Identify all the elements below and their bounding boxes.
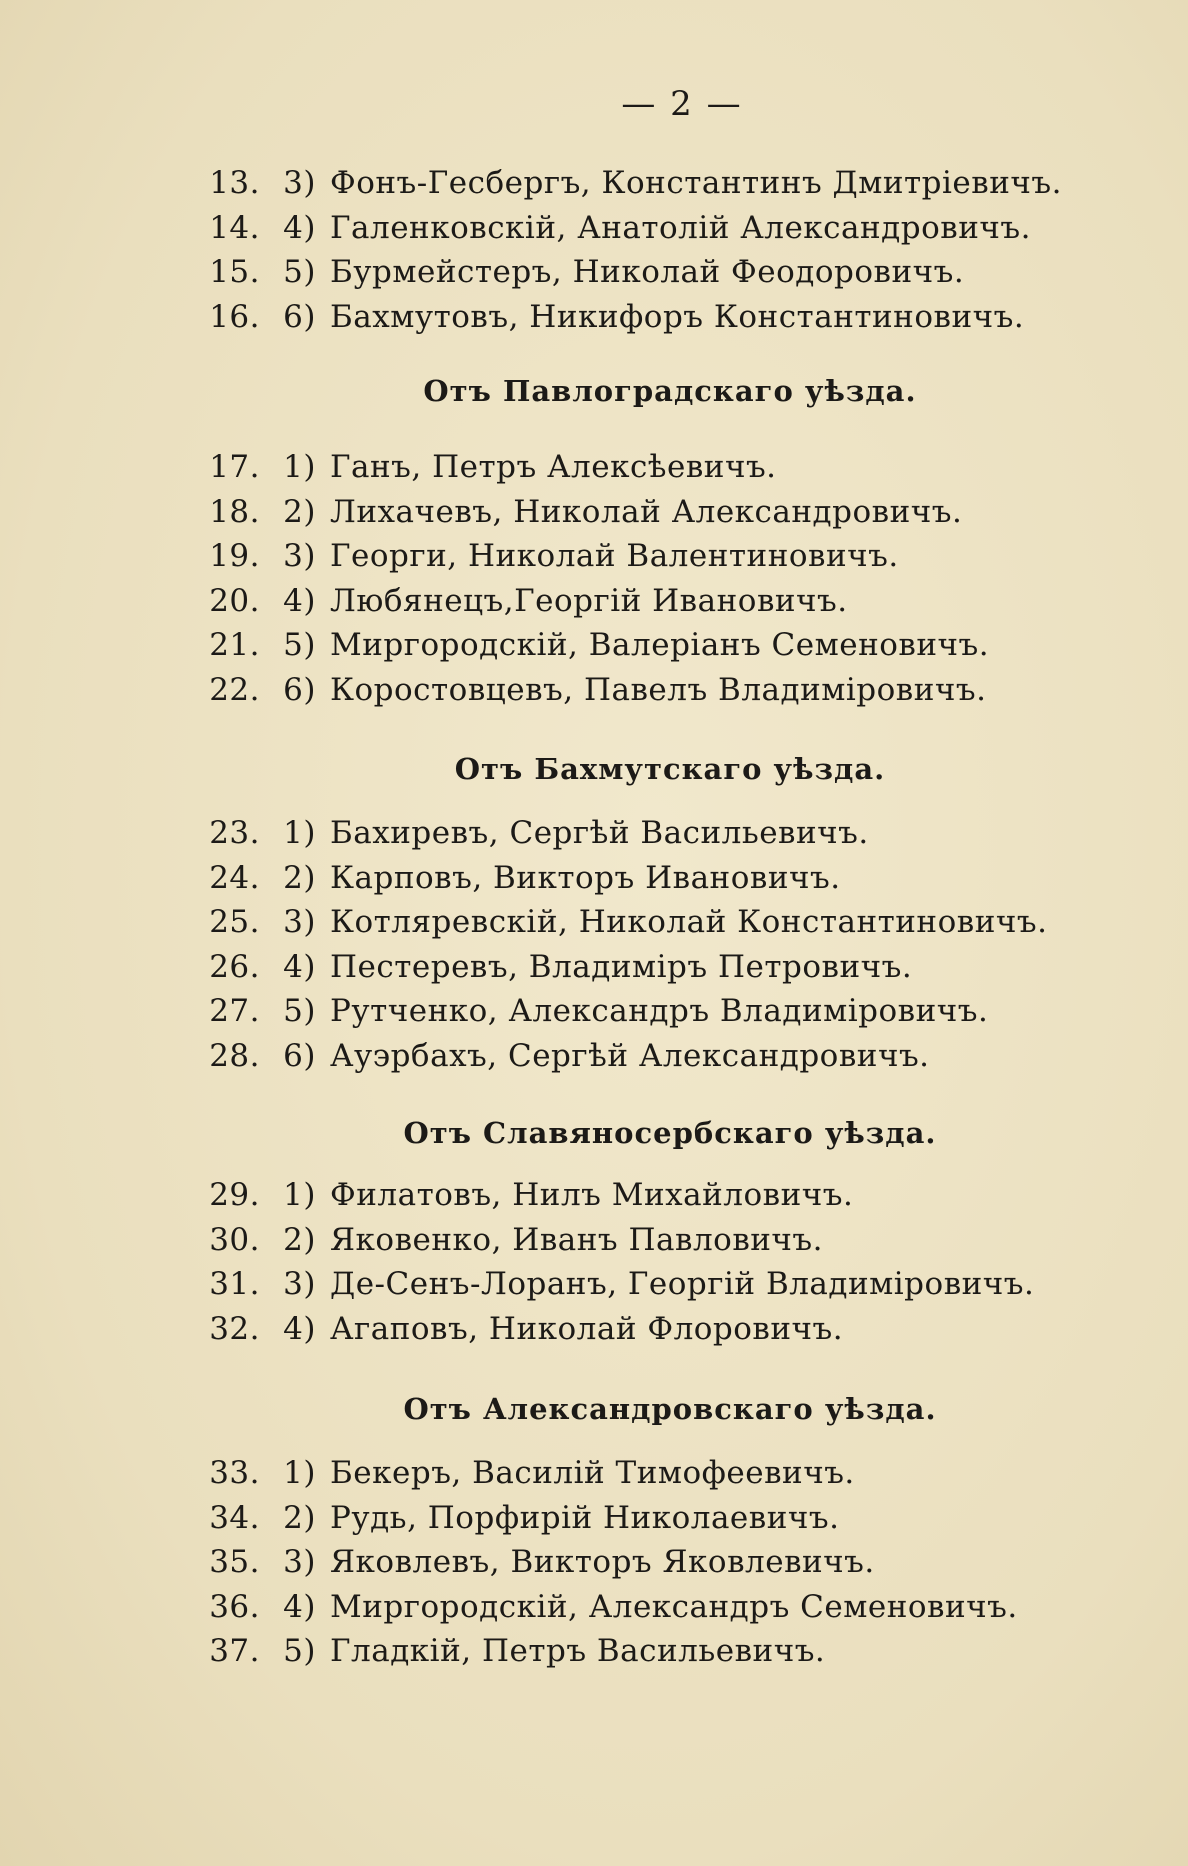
list-item xyxy=(192,988,988,1034)
entry-number: 30. xyxy=(209,1221,260,1258)
entry-name: Галенковскій, Анатолій Александровичъ. xyxy=(330,209,1031,246)
list-item xyxy=(192,622,989,668)
entry-subnumber: 3) xyxy=(283,165,316,201)
entry-number: 22. xyxy=(209,671,260,708)
entry-name: Любянецъ,Георгій Ивановичъ. xyxy=(330,582,848,619)
entry-subnumber: 3) xyxy=(283,1544,316,1580)
entry-subnumber: 2) xyxy=(283,1221,316,1258)
entry-number: 35. xyxy=(209,1544,260,1580)
entry-name: Карповъ, Викторъ Ивановичъ. xyxy=(330,859,841,896)
entry-number: 26. xyxy=(209,948,260,985)
entry-name: Ганъ, Петръ Алексѣевичъ. xyxy=(330,449,777,485)
entry-number: 15. xyxy=(209,254,260,290)
entry-name: Коростовцевъ, Павелъ Владиміровичъ. xyxy=(330,671,987,708)
entry-name: Агаповъ, Николай Флоровичъ. xyxy=(330,1310,844,1347)
list-item xyxy=(192,205,1031,251)
section-heading: Отъ Славяносербскаго уѣзда. xyxy=(403,1116,937,1150)
list-item xyxy=(192,810,869,856)
entry-number: 24. xyxy=(209,859,260,896)
entry-name: Фонъ-Гесбергъ, Константинъ Дмитріевичъ. xyxy=(330,165,1062,201)
entry-subnumber: 6) xyxy=(283,298,316,335)
entry-subnumber: 6) xyxy=(283,671,316,708)
entry-subnumber: 3) xyxy=(283,904,316,940)
list-item xyxy=(192,1450,855,1496)
list-item xyxy=(192,489,962,535)
entry-number: 13. xyxy=(209,165,260,201)
entry-number: 31. xyxy=(209,1266,260,1302)
list-item xyxy=(192,249,964,295)
entry-subnumber: 4) xyxy=(283,1588,316,1625)
entry-number: 36. xyxy=(209,1588,260,1625)
entry-name: Яковенко, Иванъ Павловичъ. xyxy=(330,1221,824,1258)
entry-number: 28. xyxy=(209,1037,260,1074)
entry-subnumber: 4) xyxy=(283,948,316,985)
list-item xyxy=(192,1261,1034,1307)
list-item xyxy=(192,899,1047,945)
entry-name: Рутченко, Александръ Владиміровичъ. xyxy=(330,993,989,1029)
entry-name: Яковлевъ, Викторъ Яковлевичъ. xyxy=(330,1544,875,1580)
entry-number: 27. xyxy=(209,993,260,1029)
entry-subnumber: 5) xyxy=(283,627,316,663)
entry-subnumber: 4) xyxy=(283,1310,316,1347)
list-item xyxy=(192,160,1062,206)
entry-subnumber: 6) xyxy=(283,1037,316,1074)
entry-number: 23. xyxy=(209,815,260,851)
entry-subnumber: 4) xyxy=(283,582,316,619)
entry-name: Бекеръ, Василій Тимофеевичъ. xyxy=(330,1455,855,1491)
entry-number: 14. xyxy=(209,209,260,246)
entry-subnumber: 3) xyxy=(283,538,316,574)
list-item xyxy=(192,1628,825,1674)
entry-name: Гладкій, Петръ Васильевичъ. xyxy=(330,1633,826,1669)
entry-subnumber: 2) xyxy=(283,859,316,896)
list-item xyxy=(192,1306,843,1352)
list-item xyxy=(192,444,777,490)
entry-name: Де-Сенъ-Лоранъ, Георгій Владиміровичъ. xyxy=(330,1266,1035,1302)
list-item xyxy=(192,667,986,713)
list-item xyxy=(192,1584,1018,1630)
entry-name: Филатовъ, Нилъ Михайловичъ. xyxy=(330,1177,854,1213)
entry-name: Бурмейстеръ, Николай Феодоровичъ. xyxy=(330,254,965,290)
entry-subnumber: 2) xyxy=(283,1499,316,1536)
entry-subnumber: 1) xyxy=(283,1177,316,1213)
entry-number: 21. xyxy=(209,627,260,663)
list-item xyxy=(192,533,899,579)
entry-name: Миргородскій, Александръ Семеновичъ. xyxy=(330,1588,1018,1625)
entry-name: Бахиревъ, Сергѣй Васильевичъ. xyxy=(330,815,869,851)
entry-number: 37. xyxy=(209,1633,260,1669)
entry-subnumber: 2) xyxy=(283,493,316,530)
entry-subnumber: 1) xyxy=(283,449,316,485)
entry-name: Пестеревъ, Владиміръ Петровичъ. xyxy=(330,948,913,985)
entry-name: Лихачевъ, Николай Александровичъ. xyxy=(330,493,963,530)
page-number: — 2 — xyxy=(621,84,743,124)
entry-name: Ауэрбахъ, Сергѣй Александровичъ. xyxy=(330,1037,930,1074)
entry-name: Бахмутовъ, Никифоръ Константиновичъ. xyxy=(330,298,1025,335)
list-item xyxy=(192,1172,853,1218)
entry-subnumber: 3) xyxy=(283,1266,316,1302)
entry-subnumber: 5) xyxy=(283,254,316,290)
list-item xyxy=(192,294,1024,340)
entry-subnumber: 5) xyxy=(283,1633,316,1669)
entry-name: Миргородскій, Валеріанъ Семеновичъ. xyxy=(330,627,990,663)
entry-number: 17. xyxy=(209,449,260,485)
list-item xyxy=(192,1539,875,1585)
entry-number: 25. xyxy=(209,904,260,940)
entry-name: Котляревскій, Николай Константиновичъ. xyxy=(330,904,1048,940)
list-item xyxy=(192,1495,839,1541)
list-item xyxy=(192,1217,823,1263)
entry-name: Георги, Николай Валентиновичъ. xyxy=(330,538,899,574)
section-heading: Отъ Бахмутскаго уѣзда. xyxy=(454,752,886,786)
list-item xyxy=(192,855,841,901)
entry-number: 32. xyxy=(209,1310,260,1347)
list-item xyxy=(192,578,848,624)
list-item xyxy=(192,944,912,990)
entry-number: 20. xyxy=(209,582,260,619)
list-item xyxy=(192,1033,930,1079)
entry-number: 16. xyxy=(209,298,260,335)
entry-number: 18. xyxy=(209,493,260,530)
entry-number: 19. xyxy=(209,538,260,574)
entry-subnumber: 5) xyxy=(283,993,316,1029)
section-heading: Отъ Александровскаго уѣзда. xyxy=(403,1392,937,1426)
entry-subnumber: 1) xyxy=(283,1455,316,1491)
entry-number: 34. xyxy=(209,1499,260,1536)
entry-name: Рудь, Порфирій Николаевичъ. xyxy=(330,1499,840,1536)
section-heading: Отъ Павлоградскаго уѣзда. xyxy=(423,374,917,408)
entry-number: 29. xyxy=(209,1177,260,1213)
entry-number: 33. xyxy=(209,1455,260,1491)
entry-subnumber: 4) xyxy=(283,209,316,246)
entry-subnumber: 1) xyxy=(283,815,316,851)
